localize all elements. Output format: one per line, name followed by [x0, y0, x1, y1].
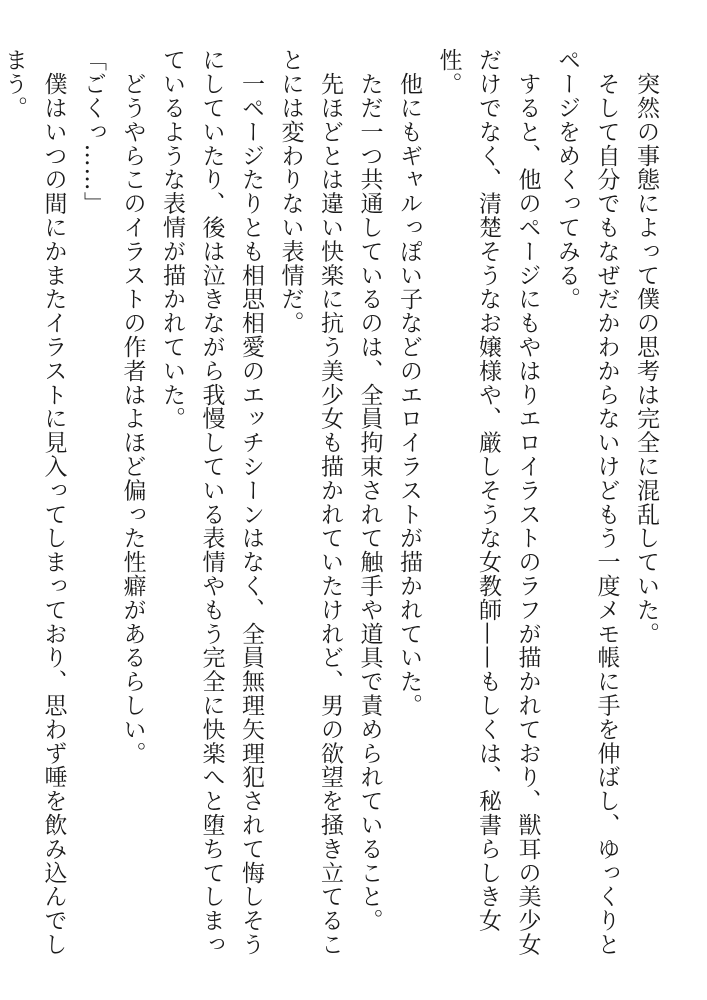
paragraph: どうやらこのイラストの作者はよほど偏った性癖があるらしい。 — [119, 48, 146, 765]
paragraph: すると、他のページにもやはりエロイラストのラフが描かれており、獣耳の美少女だけでなく、清楚そうなお嬢様や、厳しそうな女教師——もしくは、秘書らしき女性。 — [435, 48, 541, 957]
paragraph: そして自分でもなぜだかわからないけどもう一度メモ帳に手を伸ばし、ゆっくりとページをめくってみる。 — [554, 48, 620, 957]
paragraph: 一ページたりとも相思相愛のエッチシーンはなく、全員無理矢理犯されて悔しそうにしていたり、後は泣きながら我慢している表情やもう完全に快楽へと堕ちてしまっているような表情が描かれていた。 — [159, 48, 264, 957]
paragraph: 先ほどとは違い快楽に抗う美少女も描かれていたけれど、男の欲望を掻き立てることには変わりない表情だ。 — [277, 48, 343, 957]
dialogue-line: 「ごくっ……」 — [80, 48, 106, 216]
paragraph: 僕はいつの間にかまたイラストに見入ってしまっており、思わず唾を飲み込んでしまう。 — [1, 48, 67, 957]
paragraph: ただ一つ共通しているのは、全員拘束されて触手や道具で責められていること。 — [356, 48, 383, 933]
paragraph: 突然の事態によって僕の思考は完全に混乱していた。 — [633, 48, 659, 646]
vertical-text-body — [0, 48, 665, 978]
paragraph: 他にもギャルっぽい子などのエロイラストが描かれていた。 — [396, 48, 422, 718]
